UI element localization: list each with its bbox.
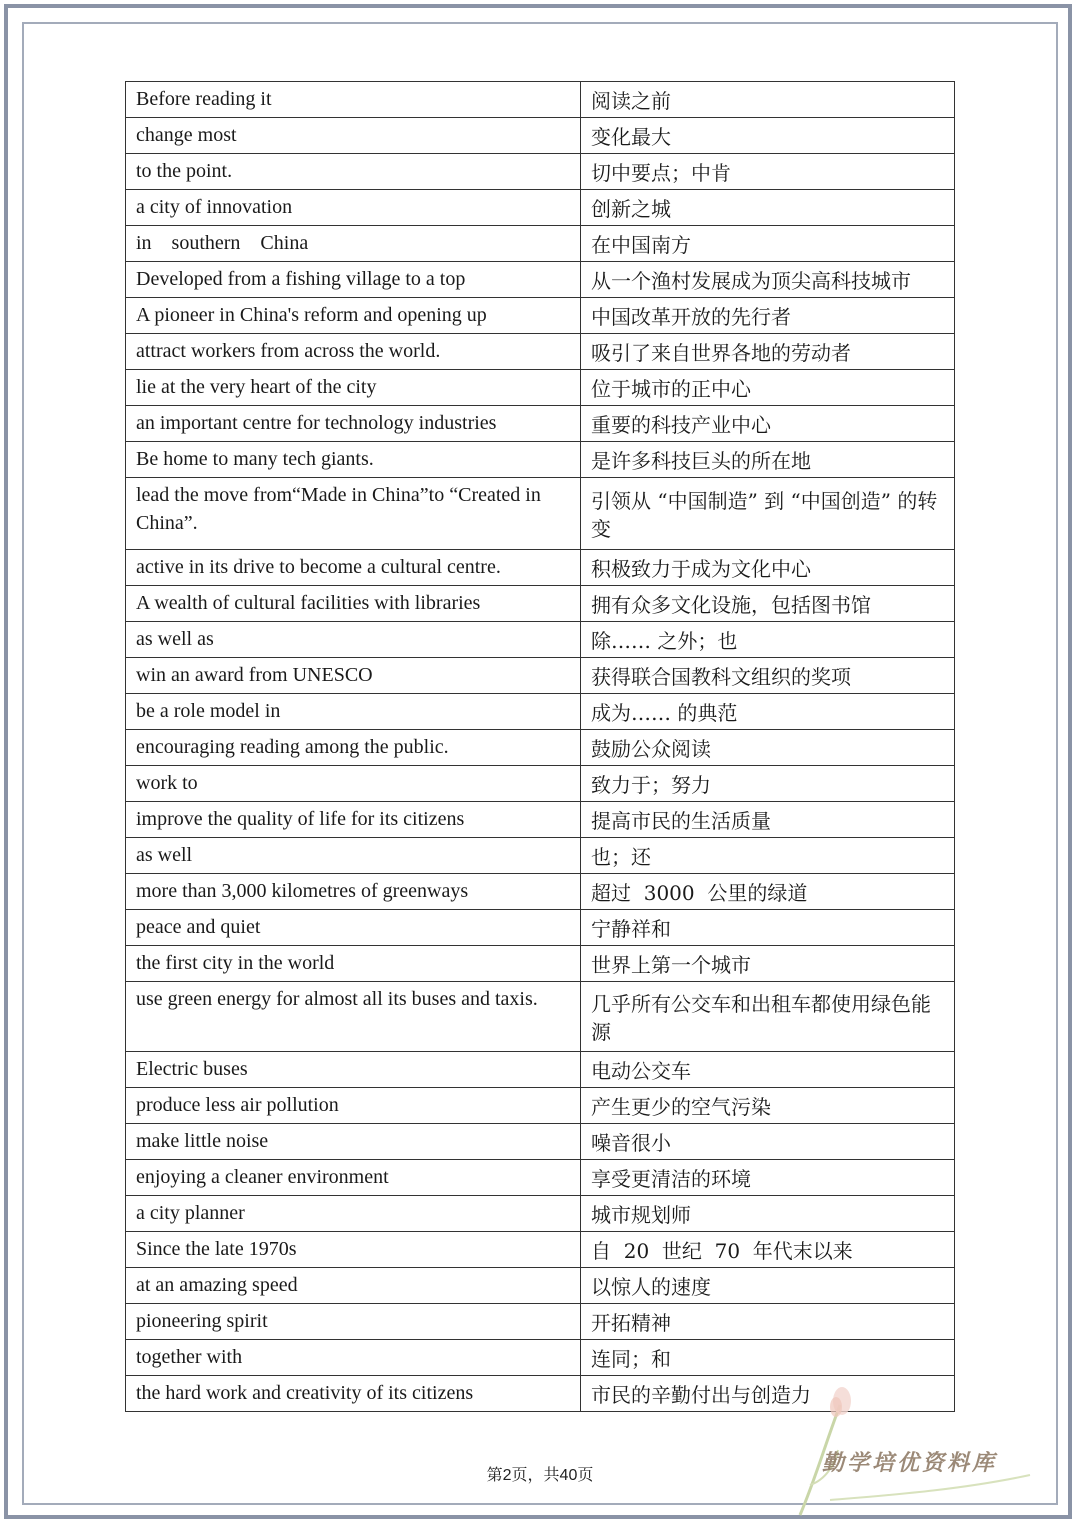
table-row — [126, 550, 955, 586]
table-row — [126, 226, 955, 262]
chinese-translation: 致力于；努力 — [581, 766, 955, 802]
chinese-translation: 变化最大 — [581, 118, 955, 154]
table-row — [126, 658, 955, 694]
chinese-translation: 成为…… 的典范 — [581, 694, 955, 730]
english-phrase: peace and quiet — [126, 910, 581, 946]
english-phrase: encouraging reading among the public. — [126, 730, 581, 766]
table-row — [126, 262, 955, 298]
table-row — [126, 694, 955, 730]
chinese-translation: 重要的科技产业中心 — [581, 406, 955, 442]
table-row — [126, 802, 955, 838]
english-phrase: use green energy for almost all its buses and taxis. — [126, 982, 581, 1052]
table-row — [126, 1268, 955, 1304]
watermark-text: 勤学培优资料库 — [822, 1451, 998, 1476]
english-phrase: attract workers from across the world. — [126, 334, 581, 370]
table-row — [126, 406, 955, 442]
chinese-translation: 中国改革开放的先行者 — [581, 298, 955, 334]
english-phrase: Electric buses — [126, 1052, 581, 1088]
chinese-translation: 切中要点；中肯 — [581, 154, 955, 190]
table-row — [126, 118, 955, 154]
english-phrase: active in its drive to become a cultural centre. — [126, 550, 581, 586]
chinese-translation: 世界上第一个城市 — [581, 946, 955, 982]
chinese-translation: 从一个渔村发展成为顶尖高科技城市 — [581, 262, 955, 298]
chinese-translation: 享受更清洁的环境 — [581, 1160, 955, 1196]
english-phrase: A pioneer in China's reform and opening up — [126, 298, 581, 334]
page-number: 第2页，共40页 — [486, 1467, 594, 1484]
chinese-translation: 电动公交车 — [581, 1052, 955, 1088]
english-phrase: the first city in the world — [126, 946, 581, 982]
chinese-translation: 产生更少的空气污染 — [581, 1088, 955, 1124]
chinese-translation: 在中国南方 — [581, 226, 955, 262]
english-phrase: as well as — [126, 622, 581, 658]
english-phrase: together with — [126, 1340, 581, 1376]
chinese-translation: 几乎所有公交车和出租车都使用绿色能源 — [581, 982, 955, 1052]
english-phrase: Since the late 1970s — [126, 1232, 581, 1268]
table-row — [126, 586, 955, 622]
chinese-translation: 超过 3000 公里的绿道 — [581, 874, 955, 910]
english-phrase: in southern China — [126, 226, 581, 262]
table-row — [126, 298, 955, 334]
chinese-translation: 除…… 之外；也 — [581, 622, 955, 658]
chinese-translation: 阅读之前 — [581, 82, 955, 118]
english-phrase: A wealth of cultural facilities with libraries — [126, 586, 581, 622]
english-phrase: at an amazing speed — [126, 1268, 581, 1304]
english-phrase: be a role model in — [126, 694, 581, 730]
table-row — [126, 622, 955, 658]
chinese-translation: 引领从 “中国制造” 到 “中国创造” 的转变 — [581, 478, 955, 550]
chinese-translation: 吸引了来自世界各地的劳动者 — [581, 334, 955, 370]
english-phrase: an important centre for technology industries — [126, 406, 581, 442]
english-phrase: lie at the very heart of the city — [126, 370, 581, 406]
chinese-translation: 创新之城 — [581, 190, 955, 226]
chinese-translation: 位于城市的正中心 — [581, 370, 955, 406]
english-phrase: the hard work and creativity of its citizens — [126, 1376, 581, 1412]
english-phrase: a city of innovation — [126, 190, 581, 226]
chinese-translation: 获得联合国教科文组织的奖项 — [581, 658, 955, 694]
vocabulary-table — [125, 81, 955, 1412]
english-phrase: make little noise — [126, 1124, 581, 1160]
table-row — [126, 442, 955, 478]
table-row — [126, 910, 955, 946]
table-row — [126, 1160, 955, 1196]
chinese-translation: 以惊人的速度 — [581, 1268, 955, 1304]
english-phrase: as well — [126, 838, 581, 874]
english-phrase: Before reading it — [126, 82, 581, 118]
chinese-translation: 市民的辛勤付出与创造力 — [581, 1376, 955, 1412]
english-phrase: more than 3,000 kilometres of greenways — [126, 874, 581, 910]
table-row — [126, 766, 955, 802]
table-row — [126, 838, 955, 874]
table-row — [126, 82, 955, 118]
english-phrase: lead the move from“Made in China”to “Created in China”. — [126, 478, 581, 550]
chinese-translation: 鼓励公众阅读 — [581, 730, 955, 766]
table-row — [126, 370, 955, 406]
table-row — [126, 1124, 955, 1160]
table-row — [126, 730, 955, 766]
chinese-translation: 拥有众多文化设施，包括图书馆 — [581, 586, 955, 622]
table-row — [126, 334, 955, 370]
chinese-translation: 积极致力于成为文化中心 — [581, 550, 955, 586]
english-phrase: produce less air pollution — [126, 1088, 581, 1124]
english-phrase: Developed from a fishing village to a top — [126, 262, 581, 298]
table-row — [126, 1196, 955, 1232]
chinese-translation: 自 20 世纪 70 年代末以来 — [581, 1232, 955, 1268]
table-row — [126, 1340, 955, 1376]
table-row — [126, 1304, 955, 1340]
chinese-translation: 是许多科技巨头的所在地 — [581, 442, 955, 478]
english-phrase: work to — [126, 766, 581, 802]
table-row — [126, 1088, 955, 1124]
table-row — [126, 982, 955, 1052]
chinese-translation: 宁静祥和 — [581, 910, 955, 946]
english-phrase: Be home to many tech giants. — [126, 442, 581, 478]
english-phrase: pioneering spirit — [126, 1304, 581, 1340]
chinese-translation: 城市规划师 — [581, 1196, 955, 1232]
table-row — [126, 154, 955, 190]
chinese-translation: 噪音很小 — [581, 1124, 955, 1160]
table-row — [126, 1052, 955, 1088]
english-phrase: improve the quality of life for its citizens — [126, 802, 581, 838]
chinese-translation: 提高市民的生活质量 — [581, 802, 955, 838]
english-phrase: to the point. — [126, 154, 581, 190]
table-row — [126, 190, 955, 226]
english-phrase: a city planner — [126, 1196, 581, 1232]
table-row — [126, 874, 955, 910]
english-phrase: enjoying a cleaner environment — [126, 1160, 581, 1196]
english-phrase: win an award from UNESCO — [126, 658, 581, 694]
english-phrase: change most — [126, 118, 581, 154]
table-row — [126, 478, 955, 550]
table-row — [126, 1232, 955, 1268]
chinese-translation: 开拓精神 — [581, 1304, 955, 1340]
table-row — [126, 946, 955, 982]
chinese-translation: 连同；和 — [581, 1340, 955, 1376]
chinese-translation: 也；还 — [581, 838, 955, 874]
